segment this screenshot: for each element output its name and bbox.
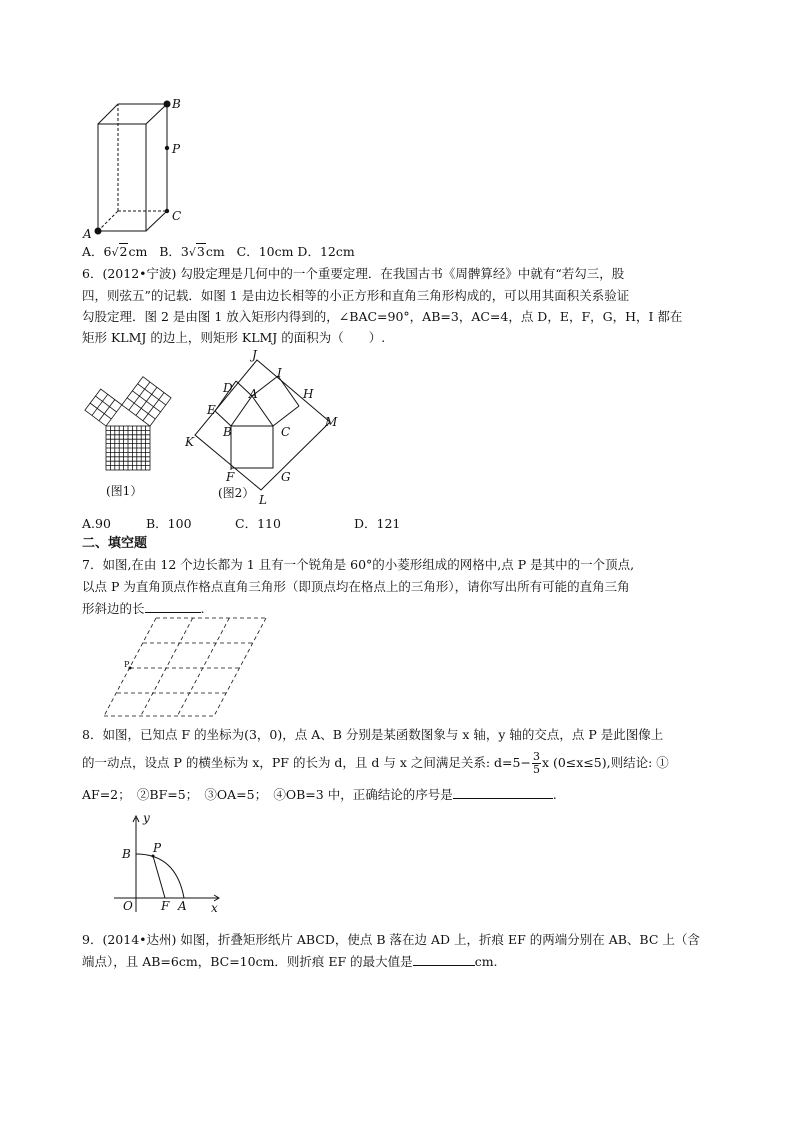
q5-options: A．6√2cm B．3√3cm C．10cm D．12cm [82, 244, 355, 259]
q6-option-A: A.90 [82, 516, 111, 531]
q5-optA: A．6 [82, 244, 112, 259]
fig2-label-G: G [281, 470, 291, 484]
q8-line3: AF=2； ②BF=5； ③OA=5； ④OB=3 中，正确结论的序号是 . [82, 787, 557, 802]
q8-graph [114, 812, 234, 922]
q8-label-y: y [143, 811, 150, 825]
q8-line2: 的一动点，设点 P 的横坐标为 x，PF 的长为 d，且 d 与 x 之间满足关系: d=5− $\frac{3}{5}$ x (0≤x≤5),则结论: ① [82, 750, 669, 776]
q6-option-C: C．110 [235, 516, 281, 531]
q6-figure1 [80, 380, 175, 500]
label-B: B [172, 97, 181, 111]
fig2-label-F: F [226, 470, 235, 484]
q8-answer-blank[interactable] [453, 787, 553, 799]
fig2-label-E: E [207, 403, 216, 417]
fig2-label-C: C [281, 425, 291, 439]
q8-line1: 8．如图，已知点 F 的坐标为(3，0)，点 A、B 分别是某函数图象与 x 轴，y 轴的交点，点 P 是此图像上 [82, 727, 664, 742]
q8-label-P: P [153, 841, 162, 855]
q8-label-x: x [211, 901, 218, 915]
fig2-label-D: D [223, 381, 233, 395]
point-C [165, 209, 169, 213]
q6-line2: 四，则弦五”的记载．如图 1 是由边长相等的小正方形和直角三角形构成的，可以用其面积关系验证 [82, 288, 630, 303]
q8-label-A: A [178, 899, 187, 913]
fig2-label-M: M [325, 415, 338, 429]
q6-line3: 勾股定理．图 2 是由图 1 放入矩形内得到的，∠BAC=90°，AB=3，AC=4，点 D，E，F，G，H，I 都在 [82, 309, 683, 324]
q7-rhombus-grid [104, 612, 274, 722]
point-B [164, 101, 171, 108]
fig2-label-B: B [223, 425, 232, 439]
fig2-label-K: K [185, 435, 194, 449]
q5-optCD: C．10cm D．12cm [236, 244, 355, 259]
fig2-label-I: I [277, 366, 282, 380]
point-P [165, 146, 169, 150]
q7-line1: 7．如图,在由 12 个边长都为 1 且有一个锐角是 60°的小菱形组成的网格中,点 P 是其中的一个顶点, [82, 557, 635, 572]
fig2-label-H: H [303, 387, 314, 401]
q7-line3: 形斜边的长 . [82, 601, 205, 616]
q6-line1: 6．(2012•宁波) 勾股定理是几何中的一个重要定理．在我国古书《周髀算经》中就有“若勾三，股 [82, 266, 625, 281]
q7-line2: 以点 P 为直角顶点作格点直角三角形（即顶点均在格点上的三角形），请你写出所有可能的直角三角 [82, 579, 630, 594]
q8-label-F: F [161, 899, 170, 913]
fig1-caption: (图1） [106, 484, 143, 498]
q6-option-B: B．100 [146, 516, 192, 531]
q8-fraction: $\frac{3}{5}$ [532, 750, 540, 776]
q6-line4: 矩形 KLMJ 的边上，则矩形 KLMJ 的面积为（ ）. [82, 330, 386, 345]
fig2-caption: (图2） [218, 486, 255, 500]
fig2-label-L: L [259, 493, 267, 507]
q5-optB: B．3 [159, 244, 189, 259]
q6-option-D: D．121 [354, 516, 401, 531]
fig2-label-A: A [249, 387, 258, 401]
q9-line1: 9．(2014•达州) 如图，折叠矩形纸片 ABCD，使点 B 落在边 AD 上，折痕 EF 的两端分别在 AB、BC 上（含 [82, 932, 700, 947]
label-C: C [172, 209, 182, 223]
q8-label-B: B [122, 847, 131, 861]
point-A [95, 228, 102, 235]
prism-figure [78, 96, 198, 241]
q7-label-P: P [124, 660, 130, 669]
label-P: P [172, 142, 181, 156]
q9-answer-blank[interactable] [413, 954, 475, 966]
section-title: 二、填空题 [82, 536, 148, 551]
q6-figure2 [185, 350, 345, 505]
label-A: A [83, 227, 92, 241]
q9-line2: 端点），且 AB=6cm，BC=10cm．则折痕 EF 的最大值是 cm. [82, 954, 498, 969]
q8-label-O: O [123, 899, 133, 913]
fig2-label-J: J [252, 348, 257, 362]
